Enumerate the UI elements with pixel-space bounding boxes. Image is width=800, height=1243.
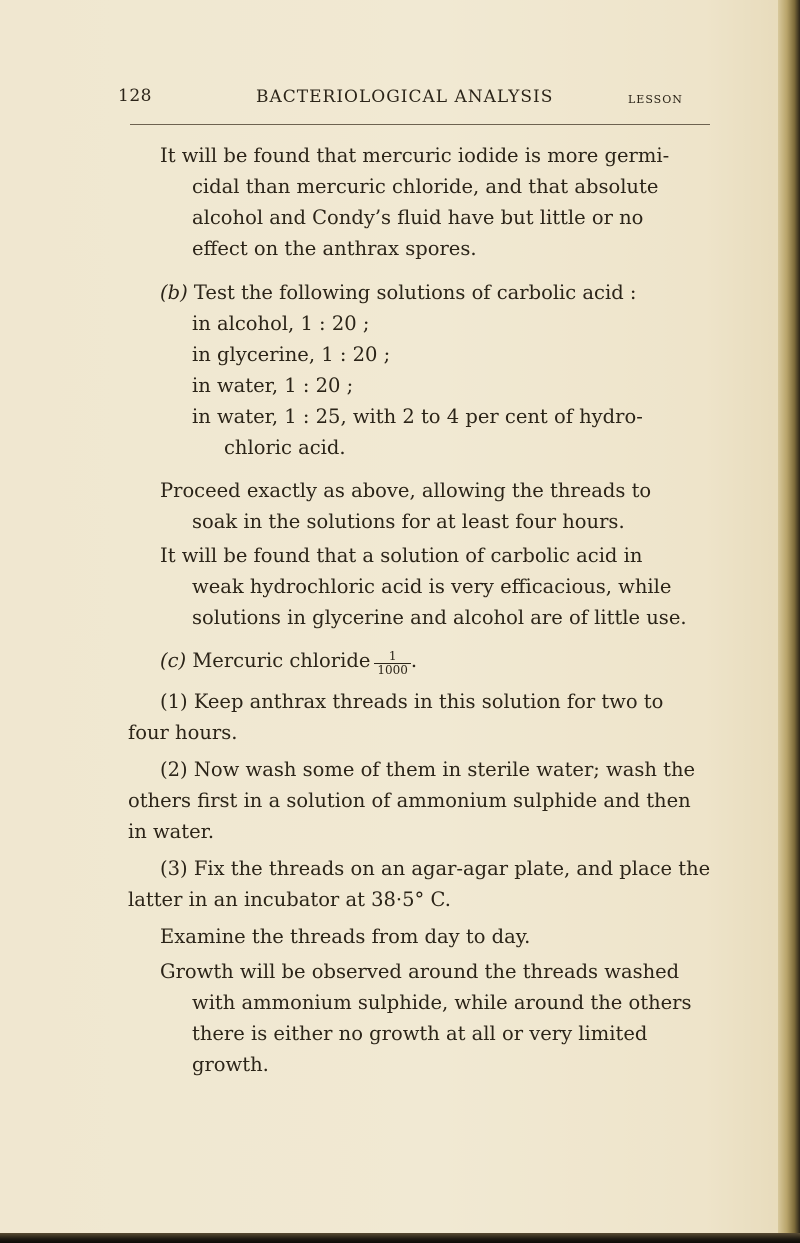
text-line: others first in a solution of ammonium sulphide and then (128, 789, 691, 812)
text-line: in alcohol, 1 : 20 ; (192, 312, 370, 335)
item-b-line (160, 277, 636, 308)
item-c-end: . (410, 649, 418, 672)
text-line: four hours. (128, 721, 238, 744)
text-line: growth. (192, 1053, 269, 1076)
text-line: Proceed exactly as above, allowing the threads to (160, 479, 652, 502)
text-line: in glycerine, 1 : 20 ; (192, 343, 391, 366)
text-line: there is either no growth at all or very limited (192, 1022, 648, 1045)
text-line: weak hydrochloric acid is very efficacious, while (192, 575, 672, 598)
page-bottom-edge (0, 1233, 800, 1243)
text-line: latter in an incubator at 38·5° C. (128, 888, 451, 911)
item-c-line (160, 645, 417, 677)
text-line: It will be found that mercuric iodide is more germi- (160, 144, 670, 167)
text-line: (1) Keep anthrax threads in this solution for two to (160, 690, 664, 713)
item-b-text: Test the following solutions of carbolic acid : (193, 281, 637, 304)
item-b-label: (b) (160, 281, 188, 304)
page-number: 128 (118, 86, 152, 106)
fraction-denominator: 1000 (377, 663, 408, 677)
running-header (0, 86, 800, 116)
text-line: (2) Now wash some of them in sterile water; wash the (160, 758, 696, 781)
fraction-numerator: 1 (374, 650, 411, 664)
text-line: effect on the anthrax spores. (192, 237, 477, 260)
text-line: soak in the solutions for at least four hours. (192, 510, 625, 533)
text-line: in water. (128, 820, 215, 843)
running-title: BACTERIOLOGICAL ANALYSIS (256, 87, 554, 107)
text-line: in water, 1 : 20 ; (192, 374, 354, 397)
text-line: with ammonium sulphide, while around the others (192, 991, 692, 1014)
header-rule (130, 124, 710, 125)
running-section-label: LESSON (628, 93, 683, 106)
text-line: (3) Fix the threads on an agar-agar plate, and place the (160, 857, 711, 880)
text-line: chloric acid. (224, 436, 346, 459)
text-line: It will be found that a solution of carbolic acid in (160, 544, 643, 567)
item-c-text: Mercuric chloride (192, 649, 371, 672)
item-c-label: (c) (160, 649, 187, 672)
page-edge-shadow (778, 0, 800, 1243)
text-line: solutions in glycerine and alcohol are of little use. (192, 606, 687, 629)
text-line: alcohol and Condy’s fluid have but little or no (192, 206, 644, 229)
text-line: cidal than mercuric chloride, and that absolute (192, 175, 659, 198)
fraction (374, 650, 411, 677)
text-line: Examine the threads from day to day. (160, 925, 531, 948)
text-line: in water, 1 : 25, with 2 to 4 per cent of hydro- (192, 405, 643, 428)
text-line: Growth will be observed around the threads washed (160, 960, 680, 983)
